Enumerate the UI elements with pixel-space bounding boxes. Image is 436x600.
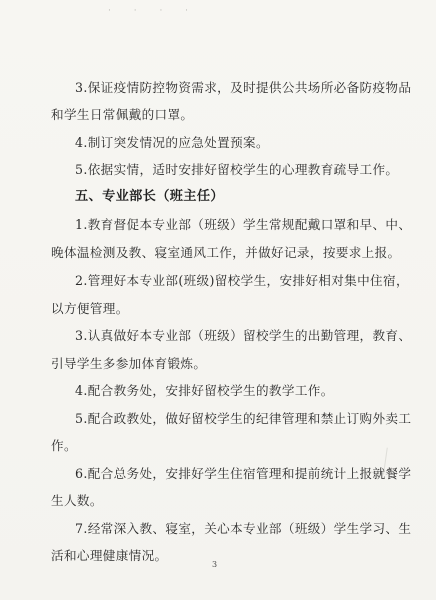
- paragraph-line: 生人数。: [51, 493, 103, 508]
- scan-marks: · · · ·: [108, 6, 199, 16]
- paragraph-line: 4.配合教务处，安排好留校学生的教学工作。: [75, 383, 334, 398]
- paragraph-line: 1.教育督促本专业部（班级）学生常规配戴口罩和早、中、: [75, 217, 412, 232]
- paragraph-line: 4.制订突发情况的应急处置预案。: [75, 135, 269, 150]
- paragraph-line: 6.配合总务处，安排好学生住宿管理和提前统计上报就餐学: [75, 466, 412, 481]
- section-heading: 五、专业部长（班主任）: [75, 189, 224, 204]
- paragraph-line: 引导学生多参加体育锻炼。: [51, 356, 207, 371]
- paragraph-line: 晚体温检测及教、寝室通风工作，并做好记录，按要求上报。: [51, 245, 401, 260]
- paragraph-line: 7.经常深入教、寝室，关心本专业部（班级）学生学习、生: [75, 521, 412, 536]
- paragraph-line: 3.保证疫情防控物资需求，及时提供公共场所必备防疫物品: [75, 80, 412, 95]
- paragraph-line: 5.配合政教处，做好留校学生的纪律管理和禁止订购外卖工: [75, 411, 412, 426]
- paragraph-line: 3.认真做好本专业部（班级）留校学生的出勤管理，教育、: [75, 328, 412, 343]
- paragraph-line: 作。: [51, 438, 77, 453]
- paragraph-line: 和学生日常佩戴的口罩。: [51, 107, 194, 122]
- paragraph-line: 2.管理好本专业部(班级)留校学生，安排好相对集中住宿，: [75, 273, 409, 288]
- paragraph-line: 以方便管理。: [51, 301, 129, 316]
- paragraph-line: 5.依据实情，适时安排好留校学生的心理教育疏导工作。: [75, 162, 399, 177]
- page-number: 3: [212, 560, 218, 569]
- paragraph-line: 活和心理健康情况。: [51, 548, 168, 563]
